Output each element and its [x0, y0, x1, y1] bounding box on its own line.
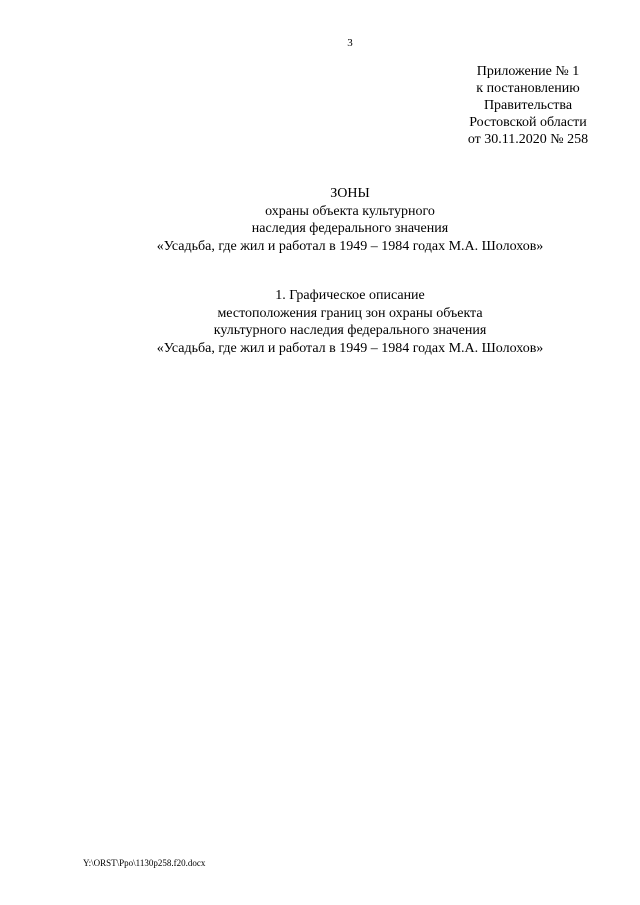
title-line: ЗОНЫ — [330, 186, 370, 201]
document-title — [0, 185, 640, 255]
appendix-line: Ростовской области — [469, 115, 587, 130]
section-heading-line: «Усадьба, где жил и работал в 1949 – 1984 годах М.А. Шолохов» — [156, 340, 544, 356]
appendix-line: к постановлению — [476, 81, 580, 96]
section-heading-line: 1. Графическое описание — [275, 288, 425, 303]
appendix-line: Правительства — [483, 98, 573, 113]
title-line: охраны объекта культурного — [265, 203, 435, 219]
section-heading — [0, 287, 640, 357]
title-line: «Усадьба, где жил и работал в 1949 – 1984 годах М.А. Шолохов» — [156, 238, 544, 254]
appendix-reference — [428, 63, 628, 148]
title-line: наследия федерального значения — [251, 221, 449, 236]
section-heading-line: культурного наследия федерального значения — [213, 323, 487, 338]
appendix-line: от 30.11.2020 № 258 — [467, 132, 589, 147]
page-number: 3 — [347, 37, 353, 49]
appendix-line: Приложение № 1 — [476, 64, 580, 79]
footer-file-path: Y:\ORST\Ppo\1130p258.f20.docx — [83, 858, 206, 868]
section-heading-line: местоположения границ зон охраны объекта — [217, 305, 483, 321]
